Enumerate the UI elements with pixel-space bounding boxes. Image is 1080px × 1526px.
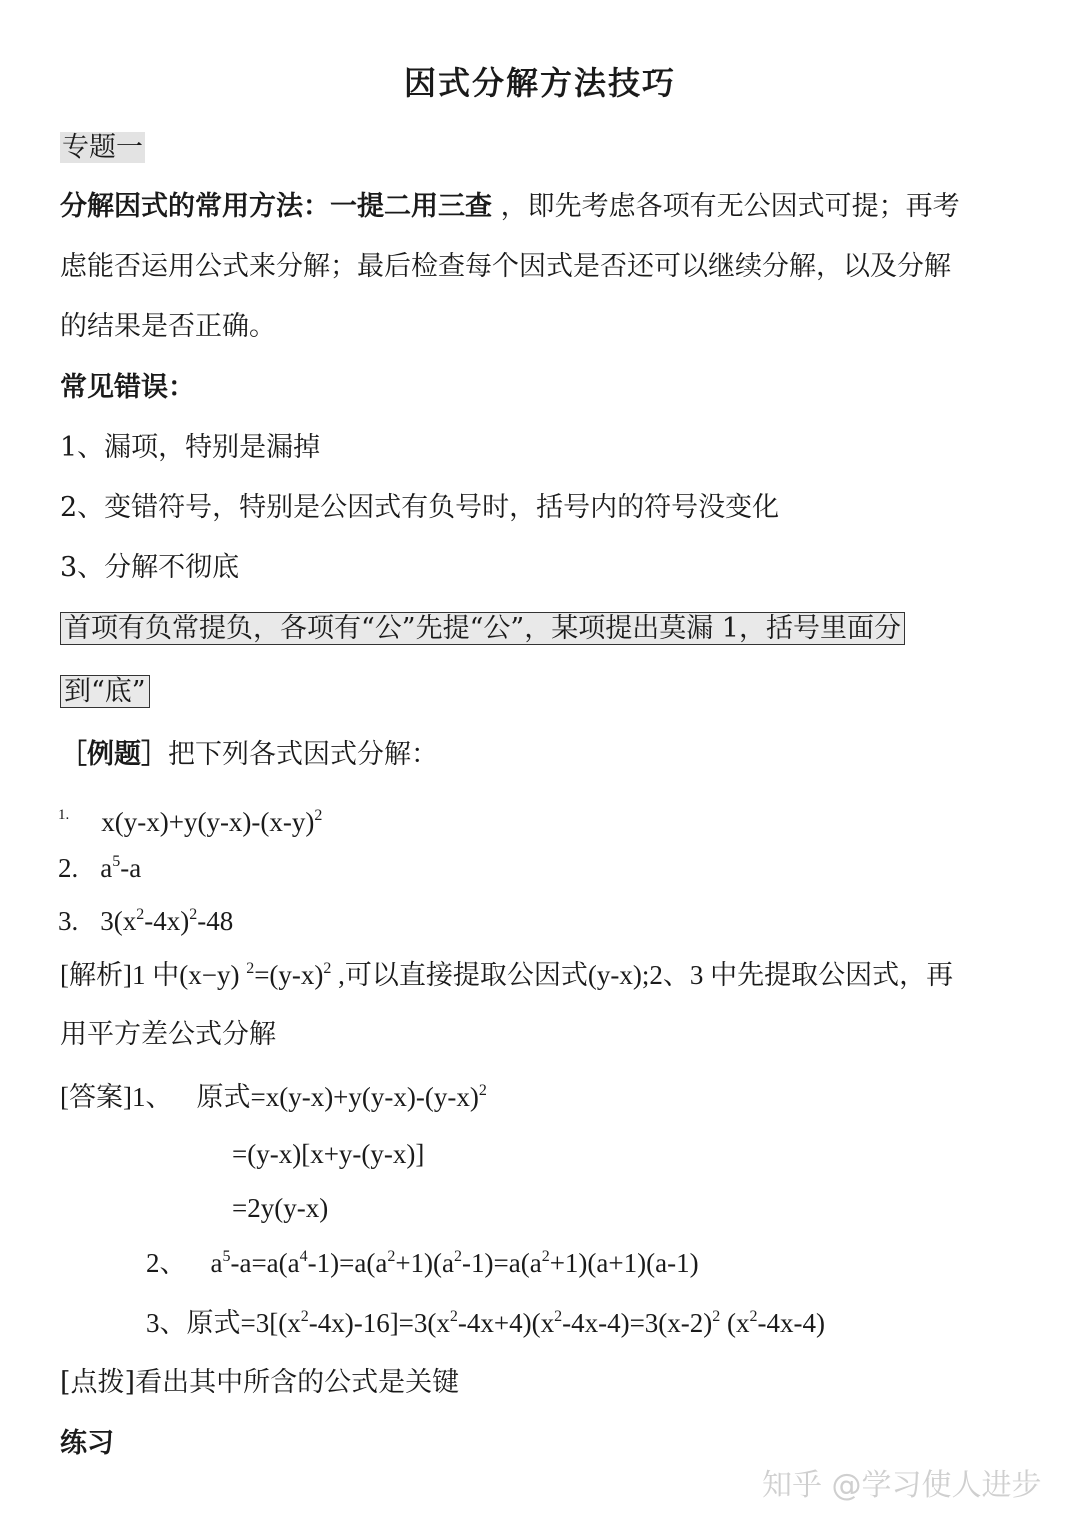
practice-heading: 练习 (60, 1428, 114, 1459)
analysis-tag: [解析] (60, 960, 132, 990)
method-line-2: 虑能否运用公式来分解；最后检查每个因式是否还可以继续分解，以及分解 (60, 251, 951, 282)
mnemonic-box-2: 到“底” (60, 675, 150, 708)
problem-2-expr-a: a (100, 853, 113, 883)
example-problem-3 (58, 901, 233, 941)
answer-2-s2: 4 (299, 1248, 308, 1265)
answer-2-t4: +1)(a (395, 1248, 455, 1278)
problem-3-expr-a: 3(x (100, 906, 137, 936)
tip-tag: [点拨] (60, 1367, 136, 1398)
answer-2-s3: 2 (387, 1248, 396, 1265)
problem-3-expr-c: -48 (197, 906, 234, 936)
answer-2-number: 2、 (146, 1248, 187, 1278)
watermark: 知乎 @学习使人进步 (762, 1468, 1042, 1503)
answer-2-s1: 5 (222, 1248, 231, 1265)
topic-label: 专题一 (62, 132, 143, 163)
answer-2-t2: -a=a(a (230, 1248, 300, 1278)
topic-label-line (60, 128, 145, 168)
problem-1-expr: x(y-x)+y(y-x)-(x-y) (101, 807, 315, 837)
answer-1-line-2: =(y-x)[x+y-(y-x)] (232, 1139, 425, 1169)
answer-3-t5: (x (720, 1308, 750, 1338)
analysis-sup-1: 2 (246, 960, 255, 977)
tip-text: 看出其中所含的公式是关键 (135, 1367, 460, 1398)
answer-2-t5: -1)=a(a (462, 1248, 542, 1278)
answer-1-number: 1、 (131, 1082, 173, 1112)
problem-3-sup-2: 2 (189, 906, 198, 923)
answer-1-sup: 2 (478, 1082, 487, 1099)
method-line-1 (60, 187, 960, 227)
problem-2-expr-b: -a (120, 853, 142, 883)
error-item-1: 1、漏项，特别是漏掉 (60, 432, 321, 463)
answer-3-s3: 2 (554, 1308, 563, 1325)
example-heading (60, 735, 438, 775)
answer-3-s1: 2 (300, 1308, 309, 1325)
answer-2-t3: -1)=a(a (307, 1248, 388, 1278)
mnemonic-box-1: 首项有负常提负，各项有“公”先提“公”，某项提出莫漏 1，括号里面分 (60, 612, 905, 645)
answer-2-t1: a (210, 1248, 223, 1278)
problem-3-expr-b: -4x) (144, 906, 190, 936)
problem-1-sup: 2 (314, 807, 323, 824)
answer-3-t2: -4x)-16]=3(x (308, 1308, 450, 1338)
answer-3-s5: 2 (749, 1308, 758, 1325)
answer-3-s2: 2 (449, 1308, 458, 1325)
answer-2-line (146, 1243, 699, 1283)
example-problem-1 (58, 795, 322, 842)
method-heading: 分解因式的常用方法：一提二用三查 (60, 191, 492, 222)
mnemonic-line-2 (60, 672, 150, 712)
page-title: 因式分解方法技巧 (403, 64, 676, 102)
answer-3-t4: -4x-4)=3(x-2) (562, 1308, 713, 1338)
answer-2-s5: 2 (541, 1248, 550, 1265)
answer-3-line (146, 1303, 825, 1343)
tip-line (60, 1363, 459, 1403)
answer-3-t6: -4x-4) (757, 1308, 826, 1338)
answer-1-line-1 (60, 1077, 487, 1117)
analysis-text-2: =(y-x) (254, 960, 324, 990)
error-item-3: 3、分解不彻底 (60, 552, 240, 583)
answer-2-s4: 2 (454, 1248, 463, 1265)
analysis-line-1 (60, 955, 953, 995)
answer-tag: [答案] (60, 1082, 132, 1112)
problem-2-sup: 5 (112, 853, 121, 870)
errors-heading: 常见错误： (60, 372, 195, 403)
answer-1-line-3: =2y(y-x) (232, 1193, 329, 1223)
method-line-3: 的结果是否正确。 (60, 311, 276, 342)
problem-3-sup-1: 2 (136, 906, 145, 923)
answer-3-t1: 原式=3[(x (186, 1308, 301, 1338)
analysis-line-2: 用平方差公式分解 (60, 1019, 276, 1050)
example-problem-2 (58, 848, 141, 888)
problem-2-number: 2. (58, 853, 79, 883)
analysis-text-3: ,可以直接提取公因式(y-x);2、3 中先提取公因式，再 (331, 960, 954, 990)
analysis-text-1: 1 中(x−y) (131, 960, 247, 990)
example-prompt: 把下列各式因式分解： (168, 739, 438, 770)
answer-3-number: 3、 (146, 1308, 187, 1338)
problem-3-number: 3. (58, 906, 79, 936)
example-tag: ［例题］ (60, 739, 168, 770)
analysis-sup-2: 2 (323, 960, 332, 977)
method-text-1: ，即先考虑各项有无公因式可提；再考 (492, 191, 960, 222)
problem-1-number: 1. (58, 807, 70, 823)
answer-3-s4: 2 (712, 1308, 721, 1325)
answer-3-t3: -4x+4)(x (457, 1308, 555, 1338)
mnemonic-line-1 (60, 609, 905, 649)
answer-2-t6: +1)(a+1)(a-1) (549, 1248, 699, 1278)
error-item-2: 2、变错符号，特别是公因式有负号时，括号内的符号没变化 (60, 492, 780, 523)
answer-1-expr: 原式=x(y-x)+y(y-x)-(y-x) (196, 1082, 479, 1112)
